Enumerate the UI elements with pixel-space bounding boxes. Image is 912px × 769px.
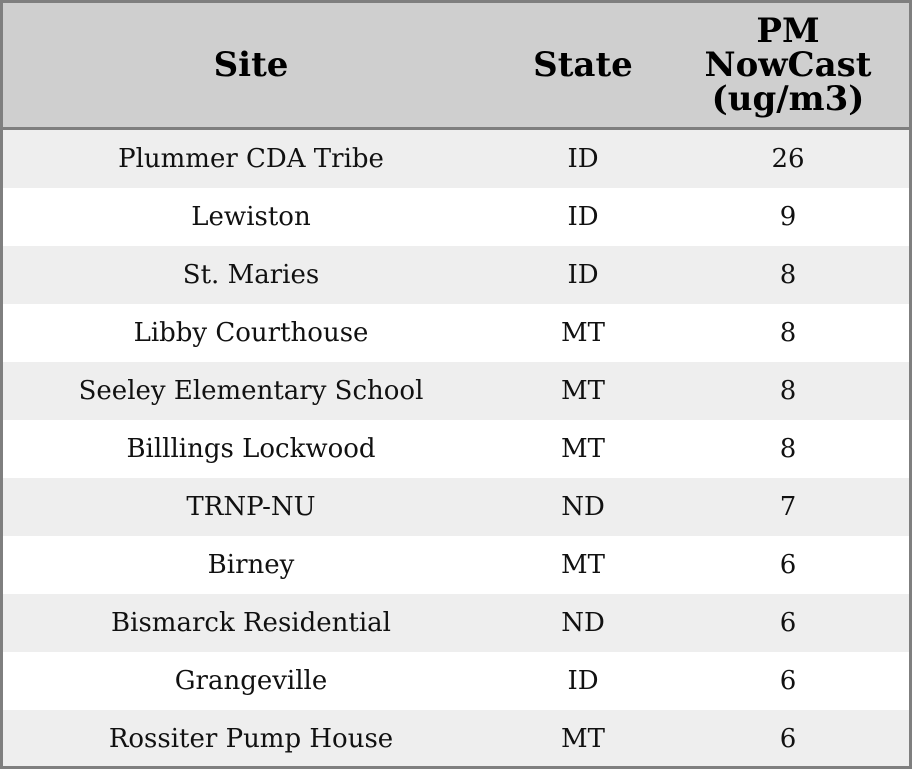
table-row xyxy=(3,478,909,536)
table-row xyxy=(3,246,909,304)
cell-pm: 6 xyxy=(667,710,909,768)
cell-pm: 6 xyxy=(667,652,909,710)
cell-pm: 9 xyxy=(667,188,909,246)
cell-site: Billlings Lockwood xyxy=(3,420,499,478)
cell-pm: 26 xyxy=(667,129,909,189)
column-header-site: Site xyxy=(3,3,499,129)
cell-state: MT xyxy=(499,304,667,362)
cell-pm: 7 xyxy=(667,478,909,536)
cell-state: MT xyxy=(499,536,667,594)
cell-state: MT xyxy=(499,710,667,768)
cell-pm: 8 xyxy=(667,304,909,362)
table-header xyxy=(3,3,909,129)
cell-pm: 8 xyxy=(667,362,909,420)
table-row xyxy=(3,304,909,362)
pm-nowcast-table xyxy=(3,3,909,768)
header-row xyxy=(3,3,909,129)
table-row xyxy=(3,652,909,710)
cell-pm: 6 xyxy=(667,594,909,652)
table-row xyxy=(3,362,909,420)
cell-pm: 8 xyxy=(667,246,909,304)
cell-site: Libby Courthouse xyxy=(3,304,499,362)
cell-state: MT xyxy=(499,362,667,420)
cell-pm: 6 xyxy=(667,536,909,594)
column-header-pm-nowcast xyxy=(667,3,909,129)
cell-site: TRNP-NU xyxy=(3,478,499,536)
cell-state: ID xyxy=(499,652,667,710)
cell-site: Grangeville xyxy=(3,652,499,710)
cell-site: Birney xyxy=(3,536,499,594)
column-header-state: State xyxy=(499,3,667,129)
table-row xyxy=(3,420,909,478)
table-row xyxy=(3,536,909,594)
cell-state: ND xyxy=(499,478,667,536)
cell-pm: 8 xyxy=(667,420,909,478)
cell-state: ID xyxy=(499,129,667,189)
column-header-pm-line-2: NowCast xyxy=(704,45,872,85)
table-body xyxy=(3,129,909,769)
column-header-pm-line-1: PM xyxy=(756,11,820,51)
cell-state: MT xyxy=(499,420,667,478)
table-row xyxy=(3,129,909,189)
cell-site: Rossiter Pump House xyxy=(3,710,499,768)
cell-site: Plummer CDA Tribe xyxy=(3,129,499,189)
table-row xyxy=(3,188,909,246)
table-row xyxy=(3,594,909,652)
cell-site: St. Maries xyxy=(3,246,499,304)
cell-state: ND xyxy=(499,594,667,652)
table-row xyxy=(3,710,909,768)
cell-site: Seeley Elementary School xyxy=(3,362,499,420)
column-header-pm-line-3: (ug/m3) xyxy=(711,79,865,119)
cell-state: ID xyxy=(499,246,667,304)
cell-site: Lewiston xyxy=(3,188,499,246)
cell-state: ID xyxy=(499,188,667,246)
cell-site: Bismarck Residential xyxy=(3,594,499,652)
